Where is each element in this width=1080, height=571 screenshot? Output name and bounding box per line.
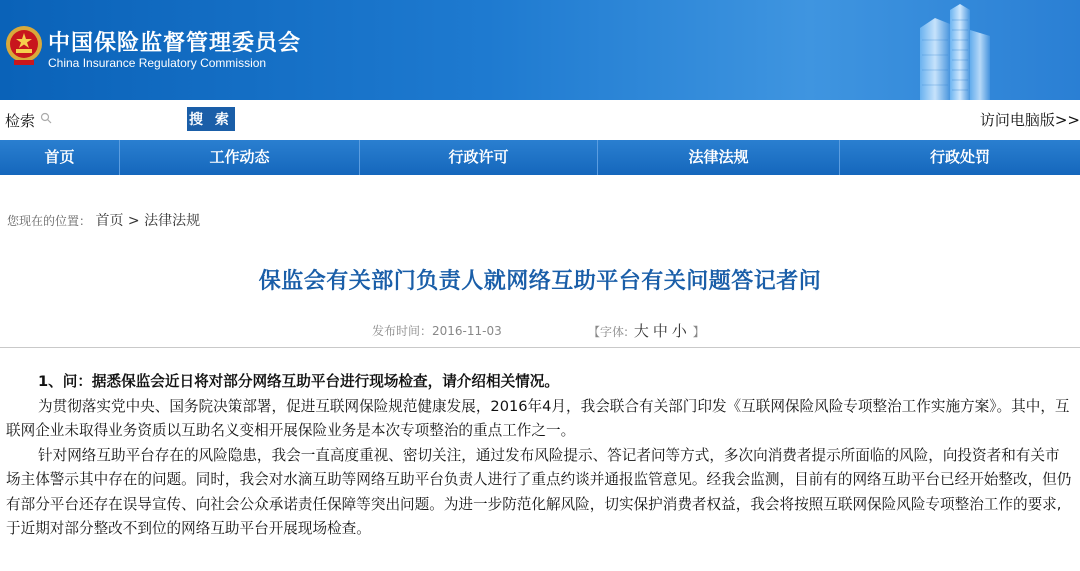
publish-label: 发布时间： xyxy=(372,324,433,338)
search-label: 检索 xyxy=(5,112,36,130)
nav-item-admin-license[interactable]: 行政许可 xyxy=(360,140,598,175)
breadcrumb xyxy=(7,210,200,230)
nav-item-home[interactable]: 首页 xyxy=(0,140,120,175)
breadcrumb-home-link[interactable]: 首页 xyxy=(95,213,124,229)
font-size-large[interactable]: 大 xyxy=(633,322,649,340)
building-tower-icon xyxy=(870,0,1070,100)
font-size-close: 】 xyxy=(692,325,705,339)
breadcrumb-current-link[interactable]: 法律法规 xyxy=(144,213,201,229)
nav-item-work-news[interactable]: 工作动态 xyxy=(120,140,360,175)
publish-date: 2016-11-03 xyxy=(432,324,502,338)
breadcrumb-separator: > xyxy=(127,213,145,229)
article-title: 保监会有关部门负责人就网络互助平台有关问题答记者问 xyxy=(258,269,822,294)
font-size-label: 【字体: xyxy=(588,325,629,339)
desktop-version-link[interactable]: 访问电脑版>> xyxy=(979,111,1080,129)
article-paragraph: 针对网络互助平台存在的风险隐患，我会一直高度重视、密切关注，通过发布风险提示、答记者问等方式，多次向消费者提示所面临的风险，向投资者和有关市场主体警示其中存在的问题。同时，我会对水滴互助等网络互助平台负责人进行了重点约谈并通报监管意见。经我会监测，目前有的网络互助平台已经开始整改，但仍有部分平台还存在误导宣传、向社会公众承诺责任保障等突出问题。为进一步防范化解风险，切实保护消费者权益，我会将按照互联网保险风险专项整治工作的要求,于近期对部分整改不到位的网络互助平台开展现场检查。 xyxy=(6,446,1072,537)
article-paragraph: 为贯彻落实党中央、国务院决策部署，促进互联网保险规范健康发展，2016年4月，我会联合有关部门印发《互联网保险风险专项整治工作实施方案》。其中，互联网企业未取得业务资质以互助名义变相开展保险业务是本次专项整治的重点工作之一。 xyxy=(6,397,1070,439)
search-button[interactable]: 搜 索 xyxy=(187,107,235,131)
font-size-medium[interactable]: 中 xyxy=(652,322,668,340)
nav-item-admin-penalty[interactable]: 行政处罚 xyxy=(929,148,990,166)
search-input[interactable] xyxy=(37,108,183,130)
article-body xyxy=(0,370,1080,542)
search-icon xyxy=(40,112,52,124)
article-divider xyxy=(0,347,1080,348)
main-nav xyxy=(0,140,1080,175)
national-emblem-icon xyxy=(4,22,44,68)
font-size-control xyxy=(588,320,705,341)
site-subtitle: China Insurance Regulatory Commission xyxy=(48,56,267,70)
nav-item-laws[interactable]: 法律法规 xyxy=(598,140,840,175)
article-paragraph: 1、问：据悉保监会近日将对部分网络互助平台进行现场检查，请介绍相关情况。 xyxy=(38,373,559,390)
breadcrumb-prefix: 您现在的位置： xyxy=(7,214,92,228)
font-size-small[interactable]: 小 xyxy=(671,322,687,340)
publish-info xyxy=(372,322,502,339)
header-banner xyxy=(0,0,1080,100)
site-title: 中国保险监督管理委员会 xyxy=(48,31,302,56)
